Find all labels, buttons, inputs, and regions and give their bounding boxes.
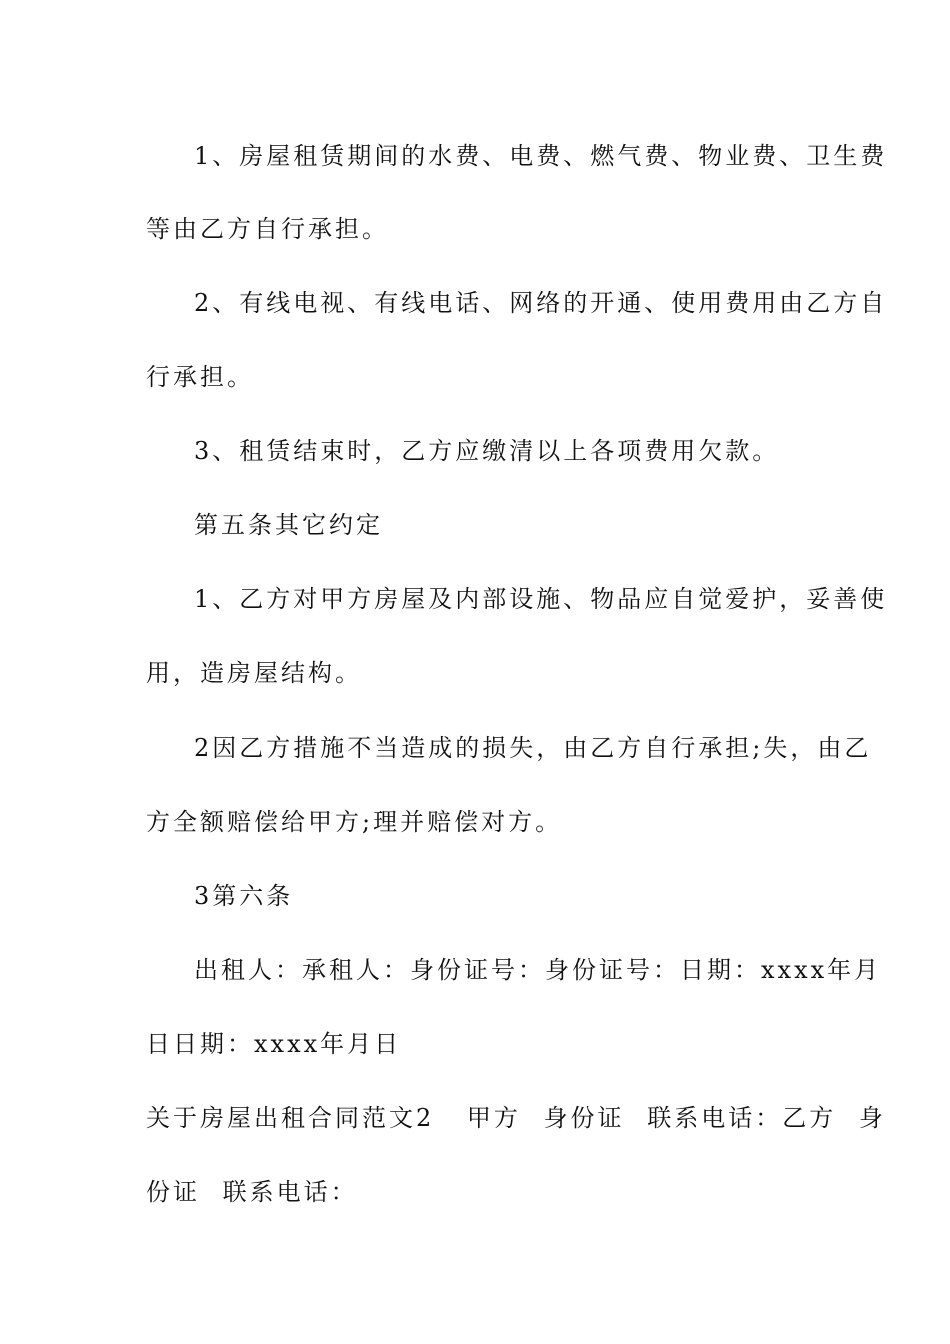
id-label-end: 份证 — [146, 1178, 200, 1206]
signature-line: 日日期：xxxx年月日 — [146, 1030, 402, 1058]
paragraph-line: 用，造房屋结构。 — [146, 659, 362, 687]
contract-title: 关于房屋出租合同范文2 — [146, 1104, 435, 1132]
id-label-start: 身 — [858, 1104, 886, 1132]
paragraph-line: 3、租赁结束时，乙方应缴清以上各项费用欠款。 — [194, 437, 780, 465]
paragraph-line: 行承担。 — [146, 363, 254, 391]
paragraph-line: 1、乙方对甲方房屋及内部设施、物品应自觉爱护，妥善使 — [194, 585, 888, 613]
paragraph-line: 1、房屋租赁期间的水费、电费、燃气费、物业费、卫生费 — [194, 142, 888, 170]
contact-label: 联系电话：乙方 — [647, 1104, 837, 1132]
party-a-label: 甲方 — [466, 1104, 521, 1132]
contract-title-line — [146, 1102, 886, 1134]
paragraph-line: 2因乙方措施不当造成的损失，由乙方自行承担;失，由乙 — [194, 734, 872, 762]
paragraph-line: 方全额赔偿给甲方;理并赔偿对方。 — [146, 808, 563, 836]
paragraph-line: 等由乙方自行承担。 — [146, 215, 389, 243]
contact-label: 联系电话： — [222, 1178, 358, 1206]
id-label: 身份证 — [543, 1104, 625, 1132]
contact-line — [146, 1176, 806, 1208]
signature-line: 出租人：承租人：身份证号：身份证号：日期：xxxx年月 — [194, 956, 882, 984]
section-heading: 3第六条 — [194, 882, 294, 910]
section-heading: 第五条其它约定 — [194, 511, 383, 539]
paragraph-line: 2、有线电视、有线电话、网络的开通、使用费用由乙方自 — [194, 289, 888, 317]
